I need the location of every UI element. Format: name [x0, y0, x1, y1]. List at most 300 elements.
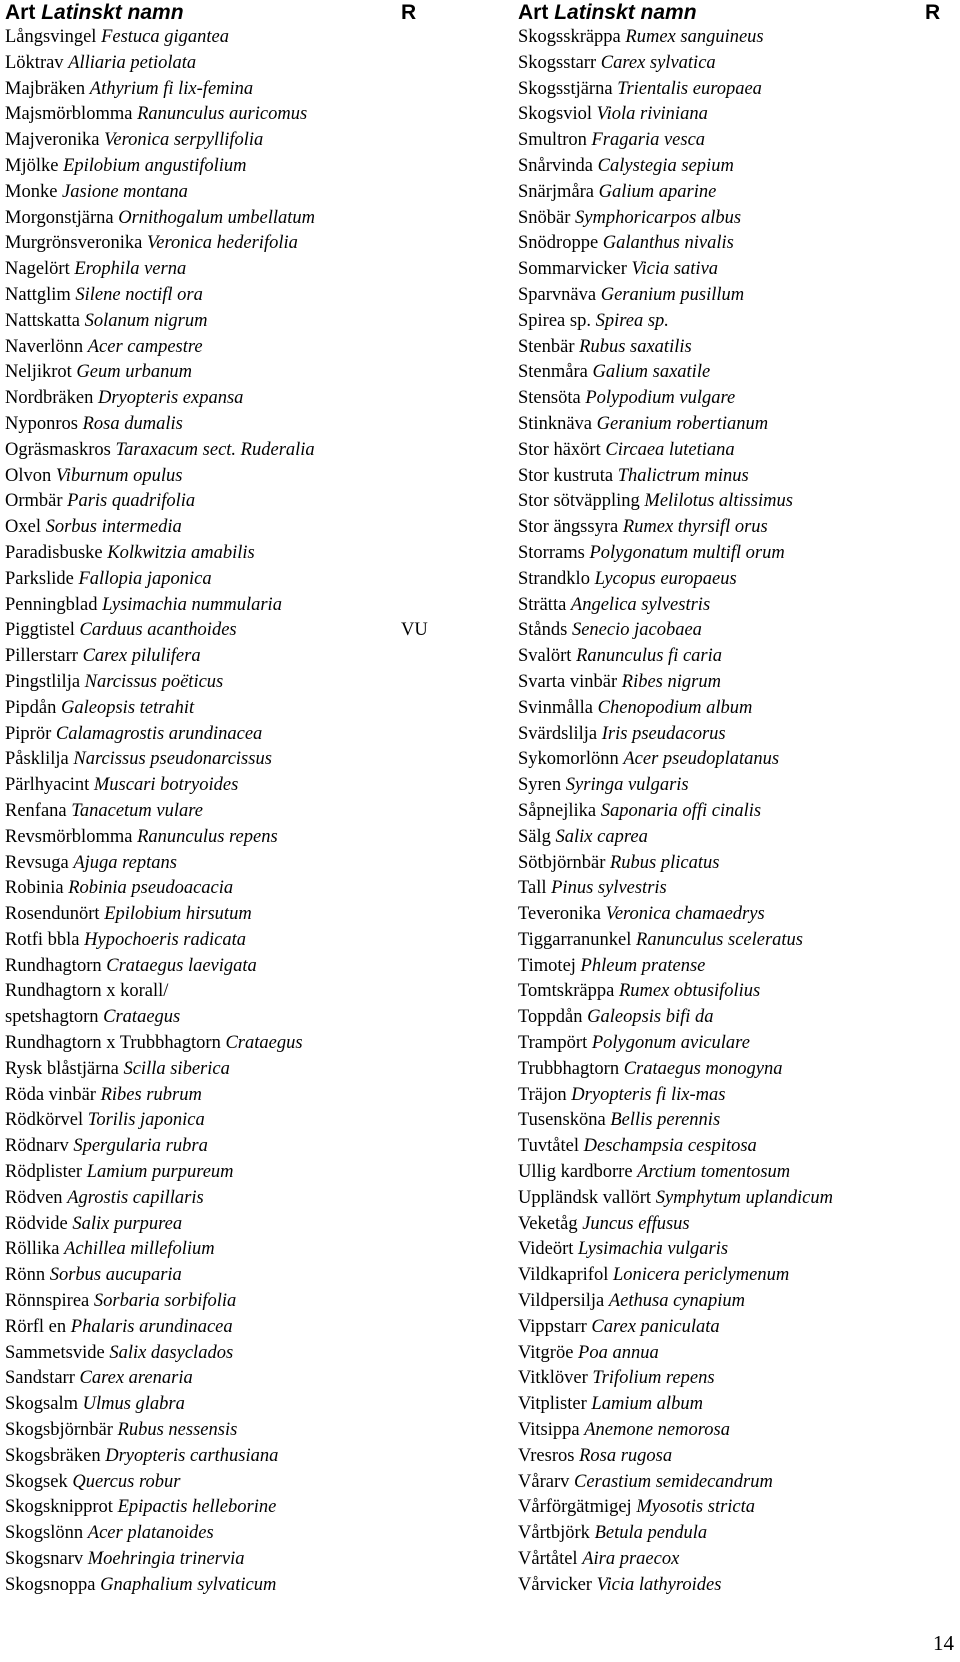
swedish-name: Snödroppe	[518, 233, 599, 254]
species-row	[5, 1083, 425, 1109]
swedish-name: Stånds	[518, 620, 568, 641]
latin-name: Galeopsis tetrahit	[61, 697, 195, 718]
latin-name: Polypodium vulgare	[585, 388, 736, 409]
latin-name: Salix caprea	[555, 826, 648, 847]
latin-name: Ribes rubrum	[100, 1084, 202, 1105]
species-row	[518, 206, 950, 232]
swedish-name: Nattskatta	[5, 310, 81, 331]
latin-name: Galium saxatile	[592, 362, 711, 383]
swedish-name: Stenmåra	[518, 362, 588, 383]
swedish-name: Långsvingel	[5, 27, 97, 47]
swedish-name: Majbräken	[5, 78, 86, 99]
species-row	[518, 902, 950, 928]
latin-name: Galanthus nivalis	[602, 233, 734, 254]
species-row	[518, 51, 950, 77]
species-list-right	[518, 25, 950, 1599]
species-row	[5, 1547, 425, 1573]
swedish-name: Vitgröe	[518, 1342, 574, 1363]
swedish-name: Svalört	[518, 646, 572, 667]
swedish-name: Storrams	[518, 542, 585, 563]
species-row	[5, 1573, 425, 1599]
swedish-name: Ullig kardborre	[518, 1162, 633, 1183]
species-row	[518, 1573, 950, 1599]
swedish-name: Rödplister	[5, 1162, 83, 1183]
species-row	[518, 283, 950, 309]
species-row	[5, 231, 425, 257]
species-row	[518, 1366, 950, 1392]
latin-name: Veronica serpyllifolia	[104, 130, 264, 151]
species-row	[5, 567, 425, 593]
swedish-name: Strätta	[518, 594, 567, 615]
species-row	[518, 386, 950, 412]
latin-name: Epipactis helleborine	[117, 1497, 277, 1518]
latin-name: Alliaria petiolata	[68, 52, 197, 73]
swedish-name: Smultron	[518, 130, 587, 151]
species-row	[518, 154, 950, 180]
species-row	[5, 1263, 425, 1289]
species-row	[518, 77, 950, 103]
latin-name: Acer campestre	[87, 336, 203, 357]
species-row	[518, 231, 950, 257]
swedish-name: Neljikrot	[5, 362, 72, 383]
swedish-name: Stinknäva	[518, 413, 592, 434]
species-row	[5, 979, 425, 1005]
latin-name: Ulmus glabra	[82, 1394, 185, 1415]
swedish-name: Tomtskräppa	[518, 981, 615, 1002]
latin-name: Torilis japonica	[87, 1110, 205, 1131]
species-row	[518, 773, 950, 799]
species-row	[5, 593, 425, 619]
swedish-name: Rönn	[5, 1265, 46, 1286]
species-row	[5, 1160, 425, 1186]
species-row	[5, 1212, 425, 1238]
latin-name: Athyrium fi lix-femina	[89, 78, 254, 99]
latin-name: Polygonum aviculare	[591, 1033, 750, 1054]
species-row	[518, 876, 950, 902]
latin-name: Rosa dumalis	[82, 413, 183, 434]
species-row	[518, 1134, 950, 1160]
latin-name: Viola riviniana	[596, 104, 708, 125]
species-row	[518, 1057, 950, 1083]
swedish-name: Träjon	[518, 1084, 567, 1105]
swedish-name: Vitsippa	[518, 1420, 580, 1441]
latin-name: Arctium tomentosum	[637, 1162, 791, 1183]
species-row	[5, 1186, 425, 1212]
swedish-name: Skogsviol	[518, 104, 593, 125]
latin-name: Circaea lutetiana	[605, 439, 735, 460]
swedish-name: Sammetsvide	[5, 1342, 105, 1363]
swedish-name: Piggtistel	[5, 620, 75, 641]
species-row	[518, 489, 950, 515]
species-row	[5, 1289, 425, 1315]
swedish-name: Penningblad	[5, 594, 98, 615]
species-row	[5, 412, 425, 438]
species-list-left	[5, 25, 428, 1599]
swedish-name: Majsmörblomma	[5, 104, 133, 125]
latin-name: Epilobium angustifolium	[63, 155, 247, 176]
column-header-left	[5, 0, 425, 25]
swedish-name: Löktrav	[5, 52, 64, 73]
latin-name: Betula pendula	[594, 1523, 708, 1544]
latin-name: Festuca gigantea	[101, 27, 230, 47]
species-row	[5, 1392, 425, 1418]
latin-name: Crataegus	[103, 1007, 181, 1028]
swedish-name: Nordbräken	[5, 388, 94, 409]
species-row	[5, 515, 425, 541]
swedish-name: Oxel	[5, 517, 41, 538]
latin-name: Calystegia sepium	[597, 155, 734, 176]
latin-name: Gnaphalium sylvaticum	[100, 1574, 277, 1595]
swedish-name: Rörfl en	[5, 1316, 67, 1337]
species-row	[5, 799, 425, 825]
latin-name: Angelica sylvestris	[570, 594, 711, 615]
species-row	[518, 747, 950, 773]
latin-name: Sorbus intermedia	[45, 517, 182, 538]
latin-name: Spirea sp.	[595, 310, 669, 331]
swedish-name: Nagelört	[5, 259, 70, 280]
latin-name: Narcissus poëticus	[84, 671, 224, 692]
swedish-name: Snöbär	[518, 207, 571, 228]
swedish-name: Sötbjörnbär	[518, 852, 606, 873]
swedish-name: Tiggarranunkel	[518, 929, 632, 950]
swedish-name: Ormbär	[5, 491, 63, 512]
species-row	[518, 593, 950, 619]
species-row	[518, 309, 950, 335]
latin-name: Salix dasyclados	[109, 1342, 234, 1363]
species-row	[5, 1108, 425, 1134]
latin-name: Lamium purpureum	[86, 1162, 234, 1183]
page-number: 14	[933, 1631, 954, 1655]
species-row	[5, 825, 425, 851]
swedish-name: Sälg	[518, 826, 551, 847]
latin-name: Carex pilulifera	[82, 646, 201, 667]
swedish-name: Skogslönn	[5, 1523, 84, 1544]
header-art: Art	[518, 1, 549, 24]
species-row	[518, 1547, 950, 1573]
latin-name: Rosa rugosa	[579, 1445, 673, 1466]
swedish-name: Revsuga	[5, 852, 69, 873]
species-row	[5, 283, 425, 309]
swedish-name: Uppländsk vallört	[518, 1187, 652, 1208]
species-row	[518, 1392, 950, 1418]
swedish-name: Rotfi bbla	[5, 929, 80, 950]
swedish-name: Vårtåtel	[518, 1549, 578, 1570]
swedish-name: Skogsek	[5, 1471, 68, 1492]
species-row	[518, 412, 950, 438]
latin-name: Rubus saxatilis	[579, 336, 692, 357]
latin-name: Scilla siberica	[123, 1058, 230, 1079]
latin-name: Lysimachia nummularia	[102, 594, 282, 615]
latin-name: Crataegus	[225, 1033, 303, 1054]
species-row	[518, 928, 950, 954]
header-r: R	[925, 1, 941, 24]
swedish-name: Stor ängssyra	[518, 517, 619, 538]
latin-name: Ajuga reptans	[73, 852, 177, 873]
latin-name: Viburnum opulus	[55, 465, 183, 486]
species-row	[5, 902, 425, 928]
species-row	[518, 1212, 950, 1238]
species-row	[518, 464, 950, 490]
species-row	[518, 1005, 950, 1031]
latin-name: Crataegus monogyna	[623, 1058, 783, 1079]
latin-name: Robinia pseudoacacia	[68, 878, 234, 899]
swedish-name: Rundhagtorn x korall/	[5, 981, 169, 1002]
species-row	[518, 360, 950, 386]
latin-name: Rubus nessensis	[117, 1420, 238, 1441]
swedish-name: Rundhagtorn x Trubbhagtorn	[5, 1033, 221, 1054]
swedish-name: Naverlönn	[5, 336, 84, 357]
latin-name: Deschampsia cespitosa	[583, 1136, 757, 1157]
swedish-name: Revsmörblomma	[5, 826, 133, 847]
swedish-name: Skogsskräppa	[518, 27, 621, 47]
swedish-name: Svarta vinbär	[518, 671, 618, 692]
latin-name: Geranium pusillum	[600, 284, 745, 305]
species-row	[518, 670, 950, 696]
species-row	[5, 747, 425, 773]
species-row	[518, 851, 950, 877]
species-row	[518, 335, 950, 361]
column-header-right	[518, 0, 950, 25]
latin-name: Ranunculus fi caria	[576, 646, 723, 667]
latin-name: Calamagrostis arundinacea	[55, 723, 263, 744]
latin-name: Quercus robur	[72, 1471, 181, 1492]
latin-name: Ranunculus sceleratus	[636, 929, 804, 950]
latin-name: Carduus acanthoides	[79, 620, 237, 641]
latin-name: Ranunculus auricomus	[137, 104, 308, 125]
species-row	[518, 954, 950, 980]
species-row	[518, 1521, 950, 1547]
swedish-name: Spirea sp.	[518, 310, 591, 331]
swedish-name: Rödkörvel	[5, 1110, 84, 1131]
latin-name: Phleum pratense	[580, 955, 706, 976]
species-row	[518, 799, 950, 825]
swedish-name: Skogsnoppa	[5, 1574, 96, 1595]
latin-name: Sorbaria sorbifolia	[93, 1291, 237, 1312]
species-row	[5, 257, 425, 283]
swedish-name: Monke	[5, 181, 58, 202]
species-row	[518, 979, 950, 1005]
latin-name: Myosotis stricta	[636, 1497, 756, 1518]
species-row	[5, 77, 425, 103]
swedish-name: Murgrönsveronika	[5, 233, 143, 254]
latin-name: Hypochoeris radicata	[84, 929, 246, 950]
species-row	[5, 154, 425, 180]
latin-name: Veronica hederifolia	[146, 233, 298, 254]
swedish-name: Nyponros	[5, 413, 78, 434]
swedish-name: Vårtbjörk	[518, 1523, 590, 1544]
swedish-name: Teveronika	[518, 904, 601, 925]
swedish-name: Vitplister	[518, 1394, 587, 1415]
species-row	[518, 1341, 950, 1367]
swedish-name: Nattglim	[5, 284, 71, 305]
latin-name: Muscari botryoides	[93, 775, 239, 796]
latin-name: Senecio jacobaea	[571, 620, 702, 641]
latin-name: Taraxacum sect. Ruderalia	[115, 439, 315, 460]
latin-name: Dryopteris expansa	[97, 388, 244, 409]
latin-name: Ribes nigrum	[621, 671, 721, 692]
species-row	[518, 1289, 950, 1315]
swedish-name: Rödvide	[5, 1213, 68, 1234]
species-row	[518, 1108, 950, 1134]
species-row	[5, 1521, 425, 1547]
swedish-name: spetshagtorn	[5, 1007, 99, 1028]
latin-name: Crataegus laevigata	[106, 955, 257, 976]
swedish-name: Vildpersilja	[518, 1291, 605, 1312]
latin-name: Spergularia rubra	[73, 1136, 208, 1157]
latin-name: Symphoricarpos albus	[575, 207, 742, 228]
species-row	[5, 102, 425, 128]
species-row	[5, 1418, 425, 1444]
latin-name: Solanum nigrum	[84, 310, 208, 331]
swedish-name: Robinia	[5, 878, 64, 899]
swedish-name: Stensöta	[518, 388, 581, 409]
swedish-name: Sommarvicker	[518, 259, 627, 280]
latin-name: Geranium robertianum	[596, 413, 769, 434]
swedish-name: Piprör	[5, 723, 52, 744]
swedish-name: Såpnejlika	[518, 800, 597, 821]
latin-name: Dryopteris carthusiana	[105, 1445, 279, 1466]
species-row	[518, 1237, 950, 1263]
species-row	[5, 1005, 425, 1031]
latin-name: Chenopodium album	[597, 697, 753, 718]
latin-name: Rubus plicatus	[609, 852, 720, 873]
swedish-name: Stor häxört	[518, 439, 601, 460]
species-row	[518, 25, 950, 51]
species-row	[5, 309, 425, 335]
species-row	[5, 644, 425, 670]
swedish-name: Röllika	[5, 1239, 60, 1260]
species-row	[518, 567, 950, 593]
swedish-name: Paradisbuske	[5, 542, 103, 563]
swedish-name: Trampört	[518, 1033, 588, 1054]
swedish-name: Morgonstjärna	[5, 207, 114, 228]
red-list-status: VU	[401, 620, 428, 641]
species-row	[518, 128, 950, 154]
swedish-name: Rödven	[5, 1187, 63, 1208]
species-row	[5, 1495, 425, 1521]
species-row	[5, 51, 425, 77]
latin-name: Rumex thyrsifl orus	[622, 517, 768, 538]
latin-name: Sorbus aucuparia	[49, 1265, 182, 1286]
swedish-name: Sandstarr	[5, 1368, 75, 1389]
swedish-name: Trubbhagtorn	[518, 1058, 620, 1079]
swedish-name: Rödnarv	[5, 1136, 69, 1157]
swedish-name: Skogsstjärna	[518, 78, 613, 99]
species-row	[518, 1418, 950, 1444]
species-row	[518, 1160, 950, 1186]
latin-name: Acer pseudoplatanus	[623, 749, 780, 770]
species-row	[5, 25, 425, 51]
latin-name: Syringa vulgaris	[565, 775, 689, 796]
species-row	[518, 1470, 950, 1496]
swedish-name: Skogsbräken	[5, 1445, 101, 1466]
latin-name: Aethusa cynapium	[608, 1291, 746, 1312]
species-row	[5, 1057, 425, 1083]
species-row	[5, 386, 425, 412]
species-row	[5, 618, 428, 644]
latin-name: Cerastium semidecandrum	[573, 1471, 773, 1492]
latin-name: Trientalis europaea	[617, 78, 762, 99]
swedish-name: Svärdslilja	[518, 723, 598, 744]
species-row	[5, 1366, 425, 1392]
latin-name: Symphytum uplandicum	[655, 1187, 833, 1208]
species-row	[5, 438, 425, 464]
species-row	[518, 1263, 950, 1289]
swedish-name: Skogsstarr	[518, 52, 597, 73]
latin-name: Ornithogalum umbellatum	[118, 207, 316, 228]
latin-name: Lonicera periclymenum	[612, 1265, 790, 1286]
swedish-name: Tusensköna	[518, 1110, 606, 1131]
swedish-name: Rundhagtorn	[5, 955, 102, 976]
latin-name: Salix purpurea	[72, 1213, 183, 1234]
species-row	[5, 954, 425, 980]
species-row	[518, 825, 950, 851]
latin-name: Saponaria offi cinalis	[600, 800, 762, 821]
latin-name: Dryopteris fi lix-mas	[571, 1084, 726, 1105]
species-row	[518, 1186, 950, 1212]
swedish-name: Skogsbjörnbär	[5, 1420, 113, 1441]
species-row	[5, 928, 425, 954]
latin-name: Achillea millefolium	[64, 1239, 215, 1260]
species-row	[5, 876, 425, 902]
latin-name: Galeopsis bifi da	[587, 1007, 714, 1028]
latin-name: Fragaria vesca	[591, 130, 706, 151]
swedish-name: Vippstarr	[518, 1316, 587, 1337]
latin-name: Epilobium hirsutum	[104, 904, 252, 925]
latin-name: Rumex sanguineus	[625, 27, 764, 47]
swedish-name: Renfana	[5, 800, 67, 821]
species-row	[5, 1341, 425, 1367]
swedish-name: Rönnspirea	[5, 1291, 90, 1312]
species-column-left	[5, 0, 428, 1599]
species-row	[5, 1031, 425, 1057]
species-row	[5, 360, 425, 386]
swedish-name: Ogräsmaskros	[5, 439, 111, 460]
latin-name: Agrostis capillaris	[67, 1187, 204, 1208]
species-row	[5, 128, 425, 154]
swedish-name: Pärlhyacint	[5, 775, 90, 796]
swedish-name: Rysk blåstjärna	[5, 1058, 119, 1079]
latin-name: Pinus sylvestris	[551, 878, 667, 899]
latin-name: Bellis perennis	[610, 1110, 721, 1131]
latin-name: Iris pseudacorus	[601, 723, 726, 744]
latin-name: Paris quadrifolia	[67, 491, 196, 512]
latin-name: Carex sylvatica	[600, 52, 716, 73]
swedish-name: Vresros	[518, 1445, 575, 1466]
swedish-name: Toppdån	[518, 1007, 583, 1028]
latin-name: Erophila verna	[74, 259, 187, 280]
species-row	[518, 1444, 950, 1470]
latin-name: Melilotus altissimus	[644, 491, 793, 512]
species-row	[518, 515, 950, 541]
latin-name: Polygonatum multifl orum	[589, 542, 785, 563]
swedish-name: Snårvinda	[518, 155, 594, 176]
swedish-name: Skogsknipprot	[5, 1497, 113, 1518]
header-latin: Latinskt namn	[554, 1, 697, 24]
species-row	[5, 1470, 425, 1496]
species-row	[518, 1083, 950, 1109]
species-row	[5, 335, 425, 361]
header-latin: Latinskt namn	[41, 1, 184, 24]
swedish-name: Majveronika	[5, 130, 100, 151]
swedish-name: Stenbär	[518, 336, 575, 357]
swedish-name: Pillerstarr	[5, 646, 78, 667]
species-row	[518, 1031, 950, 1057]
latin-name: Poa annua	[578, 1342, 659, 1363]
latin-name: Silene noctifl ora	[75, 284, 203, 305]
swedish-name: Pipdån	[5, 697, 57, 718]
species-row	[518, 722, 950, 748]
